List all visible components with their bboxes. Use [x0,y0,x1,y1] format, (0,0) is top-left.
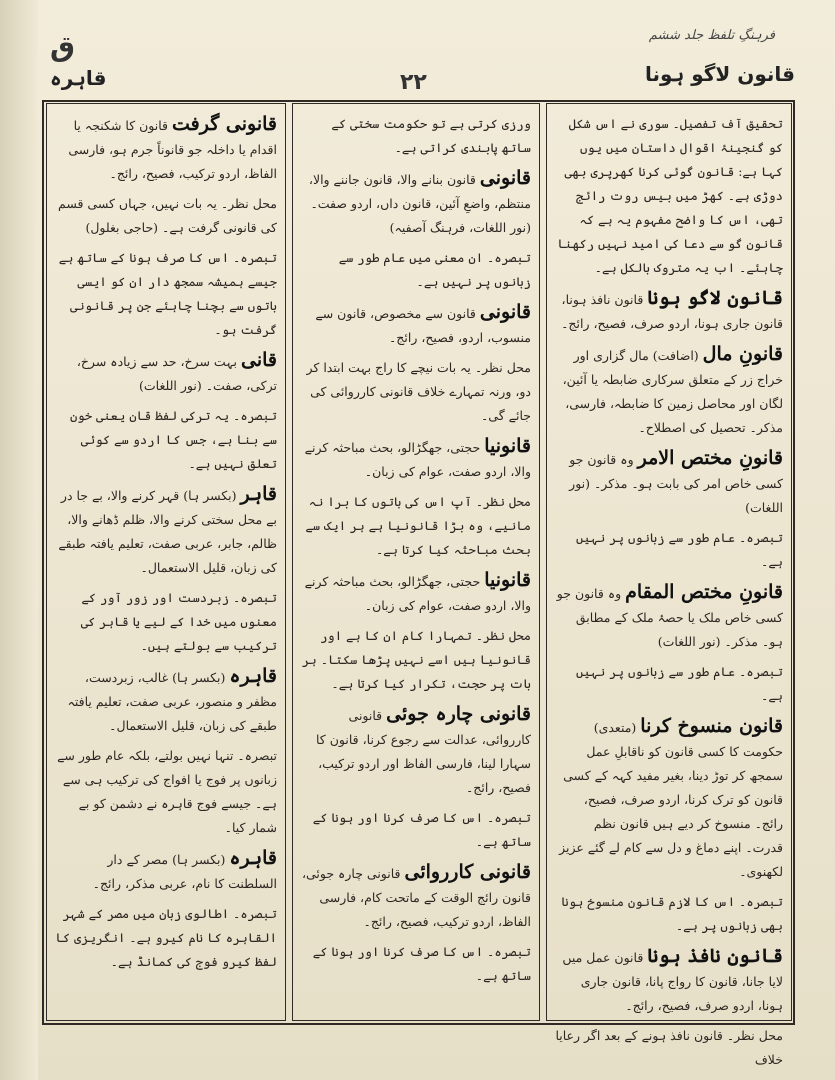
entry-text: (متعدی) حکومت کا کسی قانون کو ناقابلِ عمل سمجھ کر توڑ دینا، بغیر مفید کہہ کے کسی قانون کو ترک کرنا، اردو صرف، فصیح، رائج۔ منسوخ کر دیے ہیں قانون نظم قدرت۔ اپنے دماغ و دل سے کام لے گئے عزیز لکھنوی۔ [559,720,783,879]
dictionary-entry [55,404,277,476]
dictionary-entry [55,192,277,240]
entry-text: تبصرہ۔ اس کا صرف ہونا کے ساتھ ہے جیسے ہمیشہ سمجھ دار ان کو ایسی باتوں سے بچنا چاہئے جن پر قانونی گرفت ہو۔ [58,250,277,337]
corner-letter: ق [50,30,76,63]
dictionary-entry [555,526,783,574]
dictionary-entry [55,586,277,658]
dictionary-entry [55,744,277,840]
entry-text: وہ قانون جو کسی خاص امر کی بابت ہو۔ مذکر۔ (نور اللغات) [569,452,783,515]
dictionary-entry [555,580,783,654]
volume-note: فرہنگِ تلفظ جلد ششم [648,28,775,43]
dictionary-entry [301,568,531,618]
entry-text: تبصرہ۔ اس کا صرف کرنا اور ہونا کے ساتھ ہے۔ [312,944,531,983]
dictionary-entry [301,356,531,428]
dictionary-entry [55,846,277,896]
entry-headword: قاہر [240,483,277,505]
dictionary-entry [301,490,531,562]
dictionary-entry [555,890,783,938]
entry-text: محل نظر۔ قانون نافذ ہونے کے بعد اگر رعایا خلاف [555,1028,783,1067]
column-middle [292,103,540,1021]
entry-text: تبصرہ۔ تنہا نہیں بولتے، بلکہ عام طور سے زبانوں پر فوج یا افواج کی ترکیب ہی سے ہے۔ جیسے فوج قاہرہ نے دشمن کو بے شمار کیا۔ [57,748,277,835]
entry-text: تبصرہ۔ یہ ترکی لفظ قان یعنی خون سے بنا ہے، جس کا اردو سے کوئی تعلق نہیں ہے۔ [70,408,277,471]
dictionary-entry [55,246,277,342]
dictionary-entry [301,166,531,240]
entry-text: تبصرہ۔ عام طور سے زبانوں پر نہیں ہے۔ [576,664,783,703]
entry-headword: قاہرہ [229,847,277,869]
dictionary-entry [301,434,531,484]
entry-headword: قانونی گرفت [172,113,277,135]
entry-text: حجتی، جھگڑالو، بحث مباحثہ کرنے والا، اردو صفت، عوام کی زبان۔ [304,440,531,479]
entry-headword: قانون لاگو ہونا [647,287,783,309]
entry-headword: قانونی [479,301,531,323]
dictionary-entry [555,446,783,520]
entry-headword: قاہرہ [229,665,277,687]
entry-headword: قانونی کارروائی [404,861,531,883]
entry-text: (اضافت) مال گزاری اور خراج زر کے متعلق سرکاری ضابطہ یا آئین، لگان اور محاصل زمین کا ضابطہ، فارسی، مذکر۔ تحصیل کی اصطلاح۔ [562,348,783,435]
entry-text: قانون کا شکنجہ یا اقدام یا داخلہ جو قانوناً جرم ہو، فارسی الفاظ، اردو ترکیب، فصیح، رائج۔ [68,118,277,181]
entry-text: قانون نافذ ہونا، قانون جاری ہونا، اردو صرف، فصیح، رائج۔ [561,292,783,331]
dictionary-entry [55,482,277,580]
entry-text: قانون سے مخصوص، قانون سے منسوب، اردو، فصیح، رائج۔ [315,306,531,345]
entry-text: تبصرہ۔ عام طور سے زبانوں پر نہیں ہے۔ [576,530,783,569]
entry-text: (بکسر ہا) مصر کے دار السلطنت کا نام، عربی مذکر، رائج۔ [92,852,277,891]
entry-text: تبصرہ۔ اس کا لازم قانون منسوخ ہونا بھی زبانوں پر ہے۔ [561,894,783,933]
dictionary-entry [555,714,783,884]
entry-text: محل نظر۔ تمہارا کام ان کا ہے اور قانونیا ہیں اسے نہیں پڑھا سکتا۔ ہر بات پر حجت، تکرار کیا کرتا ہے۔ [302,628,531,691]
entry-text: (بکسر ہا) قہر کرنے والا، بے جا در بے محل سختی کرنے والا، ظلم ڈھانے والا، ظالم، جابر، عربی صفت، تعلیم یافتہ طبقے کی زبان، قلیل الاستعمال۔ [58,488,277,575]
running-title: قانون لاگو ہونا [645,62,795,86]
column-right [546,103,792,1067]
entry-headword: قانون نافذ ہونا [647,945,783,967]
dictionary-entry [301,702,531,800]
entry-headword: قانی [241,349,277,371]
entry-text: تبصرہ۔ ان معنی میں عام طور سے زبانوں پر نہیں ہے۔ [338,250,531,289]
column-left [46,103,286,1021]
entry-text: (بکسر ہا) غالب، زبردست، مظفر و منصور، عربی صفت، تعلیم یافتہ طبقے کی زبان، قلیل الاستعمال۔ [67,670,277,733]
entry-text: قانون عمل میں لایا جانا، قانون کا رواج پانا، قانون جاری ہونا، اردو صرف، فصیح، رائج۔ [562,950,783,1013]
entry-text: قانون بنانے والا، قانون جاننے والا، منتظم، واضعِ آئین، قانون داں، اردو صفت۔ (نور اللغات، فرہنگ آصفیہ) [308,172,531,235]
entry-headword: قانونی [479,167,531,189]
entry-text: ورزی کرتی ہے تو حکومت سختی کے ساتھ پابندی کراتی ہے۔ [331,116,531,155]
binding-margin [0,0,38,1080]
entry-text: تبصرہ۔ زبردست اور زور آور کے معنوں میں خدا کے لیے یا قاہر کی ترکیب سے بولتے ہیں۔ [80,590,277,653]
running-title-left: قاہرہ [50,66,107,90]
entry-headword: قانونیا [484,569,531,591]
dictionary-entry [301,624,531,696]
entry-text: وہ قانون جو کسی خاص ملک یا حصۂ ملک کے مطابق ہو۔ مذکر۔ (نور اللغات) [556,586,783,649]
entry-headword: قانونیا [484,435,531,457]
entry-text: بہت سرخ، حد سے زیادہ سرخ، ترکی، صفت۔ (نور اللغات) [76,354,277,393]
dictionary-entry [301,806,531,854]
entry-headword: قانون منسوخ کرنا [640,715,783,737]
dictionary-entry [301,300,531,350]
entry-text: تحقیق آف تفصیل۔ سوری نے اس شکل کو گنجینۂ اقوال داستان میں یوں کہا ہے: قانون گوئی کرنا کھرپری بھی دوڑی ہے۔ کھڑ میں بیس روت رائج تھی، اس کا واضح مفہوم یہ ہے کہ قانون گو سے دعا کی امید نہیں رکھنا چاہئے۔ اب یہ متروک بالکل ہے۔ [557,116,783,275]
entry-text: تبصرہ۔ اس کا صرف کرنا اور ہونا کے ساتھ ہے۔ [312,810,531,849]
dictionary-entry [555,1024,783,1072]
entry-text: محل نظر۔ یہ بات نیچے کا راج بہت ابتدا کر دو، ورنہ تمہارے خلاف قانونی کارروائی کی جائے گی۔ [306,360,531,423]
entry-text: تبصرہ۔ اطالوی زبان میں مصر کے شہر القاہرہ کا نام کیرو ہے۔ انگریزی کا لفظ کیرو فوج کی کمانڈ ہے۔ [55,906,277,969]
dictionary-entry [301,112,531,160]
dictionary-entry [301,860,531,934]
entry-text: قانونی چارہ جوئی، قانون رائج الوقت کے ماتحت کام، فارسی الفاظ، اردو ترکیب، فصیح، رائج۔ [301,866,531,929]
dictionary-entry [55,902,277,974]
dictionary-entry [555,342,783,440]
dictionary-entry [301,246,531,294]
entry-headword: قانونی چارہ جوئی [386,703,531,725]
entry-headword: قانونِ مال [702,343,783,365]
dictionary-entry [555,660,783,708]
entry-headword: قانونِ مختص الامر [637,447,783,469]
dictionary-entry [55,112,277,186]
dictionary-entry [555,286,783,336]
dictionary-entry [555,112,783,280]
page-number: ۲۲ [400,70,427,95]
dictionary-entry [55,348,277,398]
dictionary-entry [555,944,783,1018]
entry-text: حجتی، جھگڑالو، بحث مباحثہ کرنے والا، اردو صفت، عوام کی زبان۔ [304,574,531,613]
dictionary-entry [55,664,277,738]
entry-text: قانونی کارروائی، عدالت سے رجوع کرنا، قانون کا سہارا لینا، فارسی الفاظ اور اردو ترکیب، فصیح، رائج۔ [316,708,531,795]
dictionary-entry [301,940,531,988]
entry-text: محل نظر۔ آپ اس کی باتوں کا برا نہ مانیے، وہ بڑا قانونیا ہے ہر ایک سے بحث مباحثہ کیا کرتا ہے۔ [305,494,531,557]
entry-headword: قانونِ مختص المقام [625,581,783,603]
entry-text: محل نظر۔ یہ بات نہیں، جہاں کسی قسم کی قانونی گرفت ہے۔ (حاجی بغلول) [58,196,277,235]
